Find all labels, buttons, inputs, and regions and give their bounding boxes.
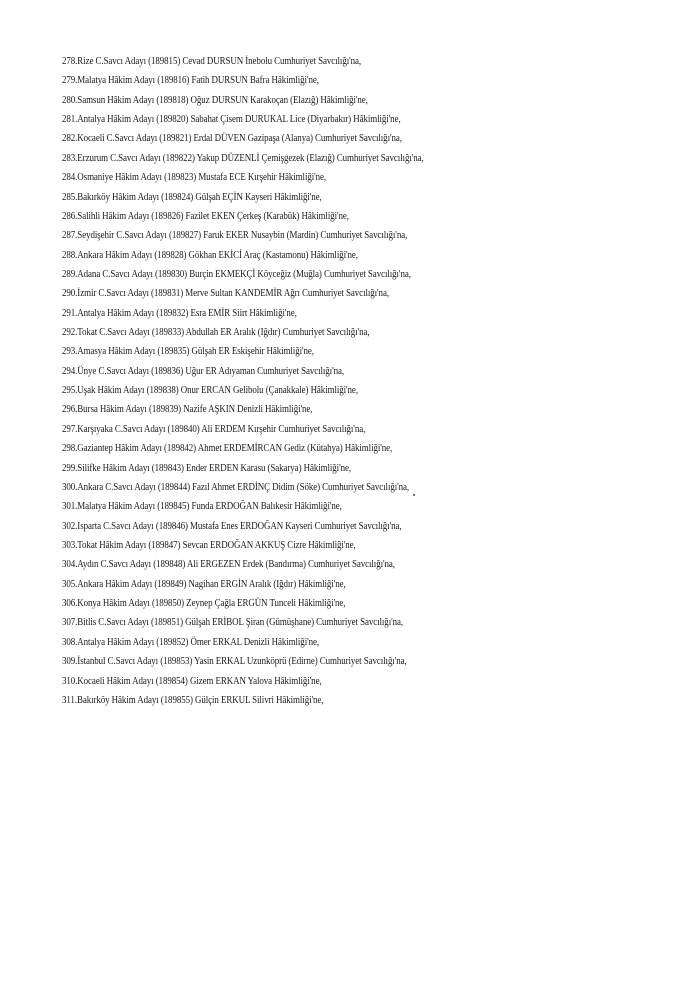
entry-text: Rize C.Savcı Adayı (189815) Cevad DURSUN İnebolu Cumhuriyet Savcılığı'na,	[77, 56, 362, 67]
entry-number: 306.	[62, 598, 78, 610]
entry-number: 287.	[62, 230, 78, 242]
entry-text: Bakırköy Hâkim Adayı (189824) Gülşah EÇİN Kayseri Hâkimliği'ne,	[77, 191, 322, 203]
list-item	[62, 497, 424, 516]
list-item	[62, 52, 424, 71]
entry-text: Osmaniye Hâkim Adayı (189823) Mustafa ECE Kırşehir Hâkimliği'ne,	[77, 172, 327, 184]
entry-text: Erzurum C.Savcı Adayı (189822) Yakup DÜZENLİ Çemişgezek (Elazığ) Cumhuriyet Savcılığı'na,	[77, 152, 424, 164]
entry-number: 300.	[62, 481, 78, 493]
entry-number: 295.	[62, 385, 78, 397]
entry-text: Gaziantep Hâkim Adayı (189842) Ahmet ERDEMİRCAN Gediz (Kütahya) Hâkimliği'ne,	[77, 443, 393, 455]
entry-text: Ankara Hâkim Adayı (189828) Gökhan EKİCİ Araç (Kastamonu) Hâkimliği'ne,	[77, 249, 358, 261]
entry-number: 291.	[62, 307, 78, 319]
entry-text: Uşak Hâkim Adayı (189838) Onur ERCAN Gelibolu (Çanakkale) Hâkimliği'ne,	[77, 385, 358, 397]
entry-number: 284.	[62, 172, 78, 184]
entry-number: 303.	[62, 539, 78, 551]
entry-text: Adana C.Savcı Adayı (189830) Burçin EKMEKÇİ Köyceğiz (Muğla) Cumhuriyet Savcılığı'na,	[77, 268, 411, 280]
entry-text: Antalya Hâkim Adayı (189820) Sabahat Çisem DURUKAL Lice (Diyarbakır) Hâkimliği'ne,	[77, 114, 401, 126]
list-item	[62, 91, 424, 110]
list-item	[62, 691, 424, 710]
list-item	[62, 381, 424, 400]
list-item	[62, 633, 424, 652]
entry-number: 282.	[62, 133, 78, 145]
entry-text: Bitlis C.Savcı Adayı (189851) Gülşah ERİBOL Şiran (Gümüşhane) Cumhuriyet Savcılığı'na,	[77, 617, 404, 629]
entry-number: 311.	[62, 694, 77, 706]
entry-text: Salihli Hâkim Adayı (189826) Fazilet EKEN Çerkeş (Karabük) Hâkimliği'ne,	[77, 210, 349, 222]
entry-text: Isparta C.Savcı Adayı (189846) Mustafa Enes ERDOĞAN Kayseri Cumhuriyet Savcılığı'na,	[77, 520, 402, 532]
entry-number: 297.	[62, 423, 78, 435]
appointment-list	[62, 52, 483, 710]
entry-number: 294.	[62, 365, 78, 377]
list-item	[62, 555, 424, 574]
list-item	[62, 420, 424, 439]
entry-text: Ankara Hâkim Adayı (189849) Nagihan ERGİN Aralık (Iğdır) Hâkimliği'ne,	[77, 578, 346, 590]
list-item	[62, 517, 424, 536]
entry-number: 281.	[62, 114, 78, 126]
entry-text: Bursa Hâkim Adayı (189839) Nazife AŞKIN Denizli Hâkimliği'ne,	[77, 404, 313, 416]
list-item	[62, 188, 424, 207]
list-item	[62, 672, 424, 691]
entry-number: 280.	[62, 94, 78, 106]
list-item	[62, 478, 424, 497]
entry-text: Aydın C.Savcı Adayı (189848) Ali ERGEZEN Erdek (Bandırma) Cumhuriyet Savcılığı'na,	[77, 559, 395, 571]
entry-text: Amasya Hâkim Adayı (189835) Gülşah ER Eskişehir Hâkimliği'ne,	[77, 346, 314, 358]
entry-text: Malatya Hâkim Adayı (189845) Funda ERDOĞAN Balıkesir Hâkimliği'ne,	[77, 501, 342, 513]
entry-text: Seydişehir C.Savcı Adayı (189827) Faruk EKER Nusaybin (Mardin) Cumhuriyet Savcılığı'na,	[77, 230, 408, 242]
list-item	[62, 168, 424, 187]
list-item	[62, 265, 424, 284]
entry-text: Samsun Hâkim Adayı (189818) Oğuz DURSUN Karakoçan (Elazığ) Hâkimliği'ne,	[77, 94, 368, 106]
list-item	[62, 536, 424, 555]
entry-number: 310.	[62, 675, 78, 687]
entry-text: Malatya Hâkim Adayı (189816) Fatih DURSUN Bafra Hâkimliği'ne,	[77, 75, 319, 87]
entry-text: İstanbul C.Savcı Adayı (189853) Yasin ERKAL Uzunköprü (Edirne) Cumhuriyet Savcılığı'na,	[77, 656, 407, 668]
entry-number: 304.	[62, 559, 78, 571]
list-item	[62, 362, 424, 381]
entry-text: Antalya Hâkim Adayı (189852) Ömer ERKAL Denizli Hâkimliği'ne,	[77, 636, 320, 648]
entry-number: 309.	[62, 656, 78, 668]
list-item	[62, 207, 424, 226]
entry-number: 286.	[62, 210, 78, 222]
list-item	[62, 149, 424, 168]
entry-number: 290.	[62, 288, 78, 300]
list-item	[62, 246, 424, 265]
entry-number: 293.	[62, 346, 78, 358]
list-item	[62, 575, 424, 594]
entry-text: Kocaeli C.Savcı Adayı (189821) Erdal DÜVEN Gazipaşa (Alanya) Cumhuriyet Savcılığı'na,	[77, 133, 402, 145]
entry-number: 289.	[62, 268, 78, 280]
entry-text: Ünye C.Savcı Adayı (189836) Uğur ER Adıyaman Cumhuriyet Savcılığı'na,	[77, 365, 345, 377]
entry-text: Kocaeli Hâkim Adayı (189854) Gizem ERKAN Yalova Hâkimliği'ne,	[77, 675, 322, 687]
list-item	[62, 342, 424, 361]
list-item	[62, 129, 424, 148]
list-item	[62, 594, 424, 613]
list-item	[62, 284, 424, 303]
entry-text: Silifke Hâkim Adayı (189843) Ender ERDEN Karasu (Sakarya) Hâkimliği'ne,	[77, 462, 352, 474]
list-item	[62, 459, 424, 478]
list-item	[62, 71, 424, 90]
entry-text: Bakırköy Hâkim Adayı (189855) Gülçin ERKUL Silivri Hâkimliği'ne,	[76, 694, 324, 706]
entry-number: 298.	[62, 443, 78, 455]
entry-text: Karşıyaka C.Savcı Adayı (189840) Ali ERDEM Kırşehir Cumhuriyet Savcılığı'na,	[77, 423, 366, 435]
list-item	[62, 613, 424, 632]
list-item	[62, 110, 424, 129]
entry-text: Antalya Hâkim Adayı (189832) Esra EMİR Siirt Hâkimliği'ne,	[77, 307, 297, 319]
entry-number: 288.	[62, 249, 78, 261]
list-item	[62, 439, 424, 458]
entry-text: İzmir C.Savcı Adayı (189831) Merve Sultan KANDEMİR Ağrı Cumhuriyet Savcılığı'na,	[77, 288, 389, 300]
entry-number: 279.	[62, 75, 78, 87]
entry-number: 278.	[62, 56, 78, 67]
list-item	[62, 226, 424, 245]
entry-number: 296.	[62, 404, 78, 416]
entry-number: 283.	[62, 152, 78, 164]
entry-number: 302.	[62, 520, 78, 532]
entry-number: 305.	[62, 578, 78, 590]
list-item	[62, 304, 424, 323]
entry-text: Tokat Hâkim Adayı (189847) Sevcan ERDOĞAN AKKUŞ Cizre Hâkimliği'ne,	[77, 539, 356, 551]
entry-number: 307.	[62, 617, 78, 629]
list-item	[62, 400, 424, 419]
scan-speck	[413, 494, 415, 496]
list-item	[62, 323, 424, 342]
entry-number: 299.	[62, 462, 78, 474]
entry-text: Tokat C.Savcı Adayı (189833) Abdullah ER Aralık (Iğdır) Cumhuriyet Savcılığı'na,	[77, 327, 370, 339]
list-item	[62, 652, 424, 671]
entry-number: 301.	[62, 501, 78, 513]
entry-number: 292.	[62, 327, 78, 339]
entry-text: Ankara C.Savcı Adayı (189844) Fazıl Ahmet ERDİNÇ Didim (Söke) Cumhuriyet Savcılığı'na,	[77, 481, 410, 493]
entry-text: Konya Hâkim Adayı (189850) Zeynep Çağla ERGÜN Tunceli Hâkimliği'ne,	[77, 598, 346, 610]
entry-number: 285.	[62, 191, 78, 203]
entry-number: 308.	[62, 636, 78, 648]
